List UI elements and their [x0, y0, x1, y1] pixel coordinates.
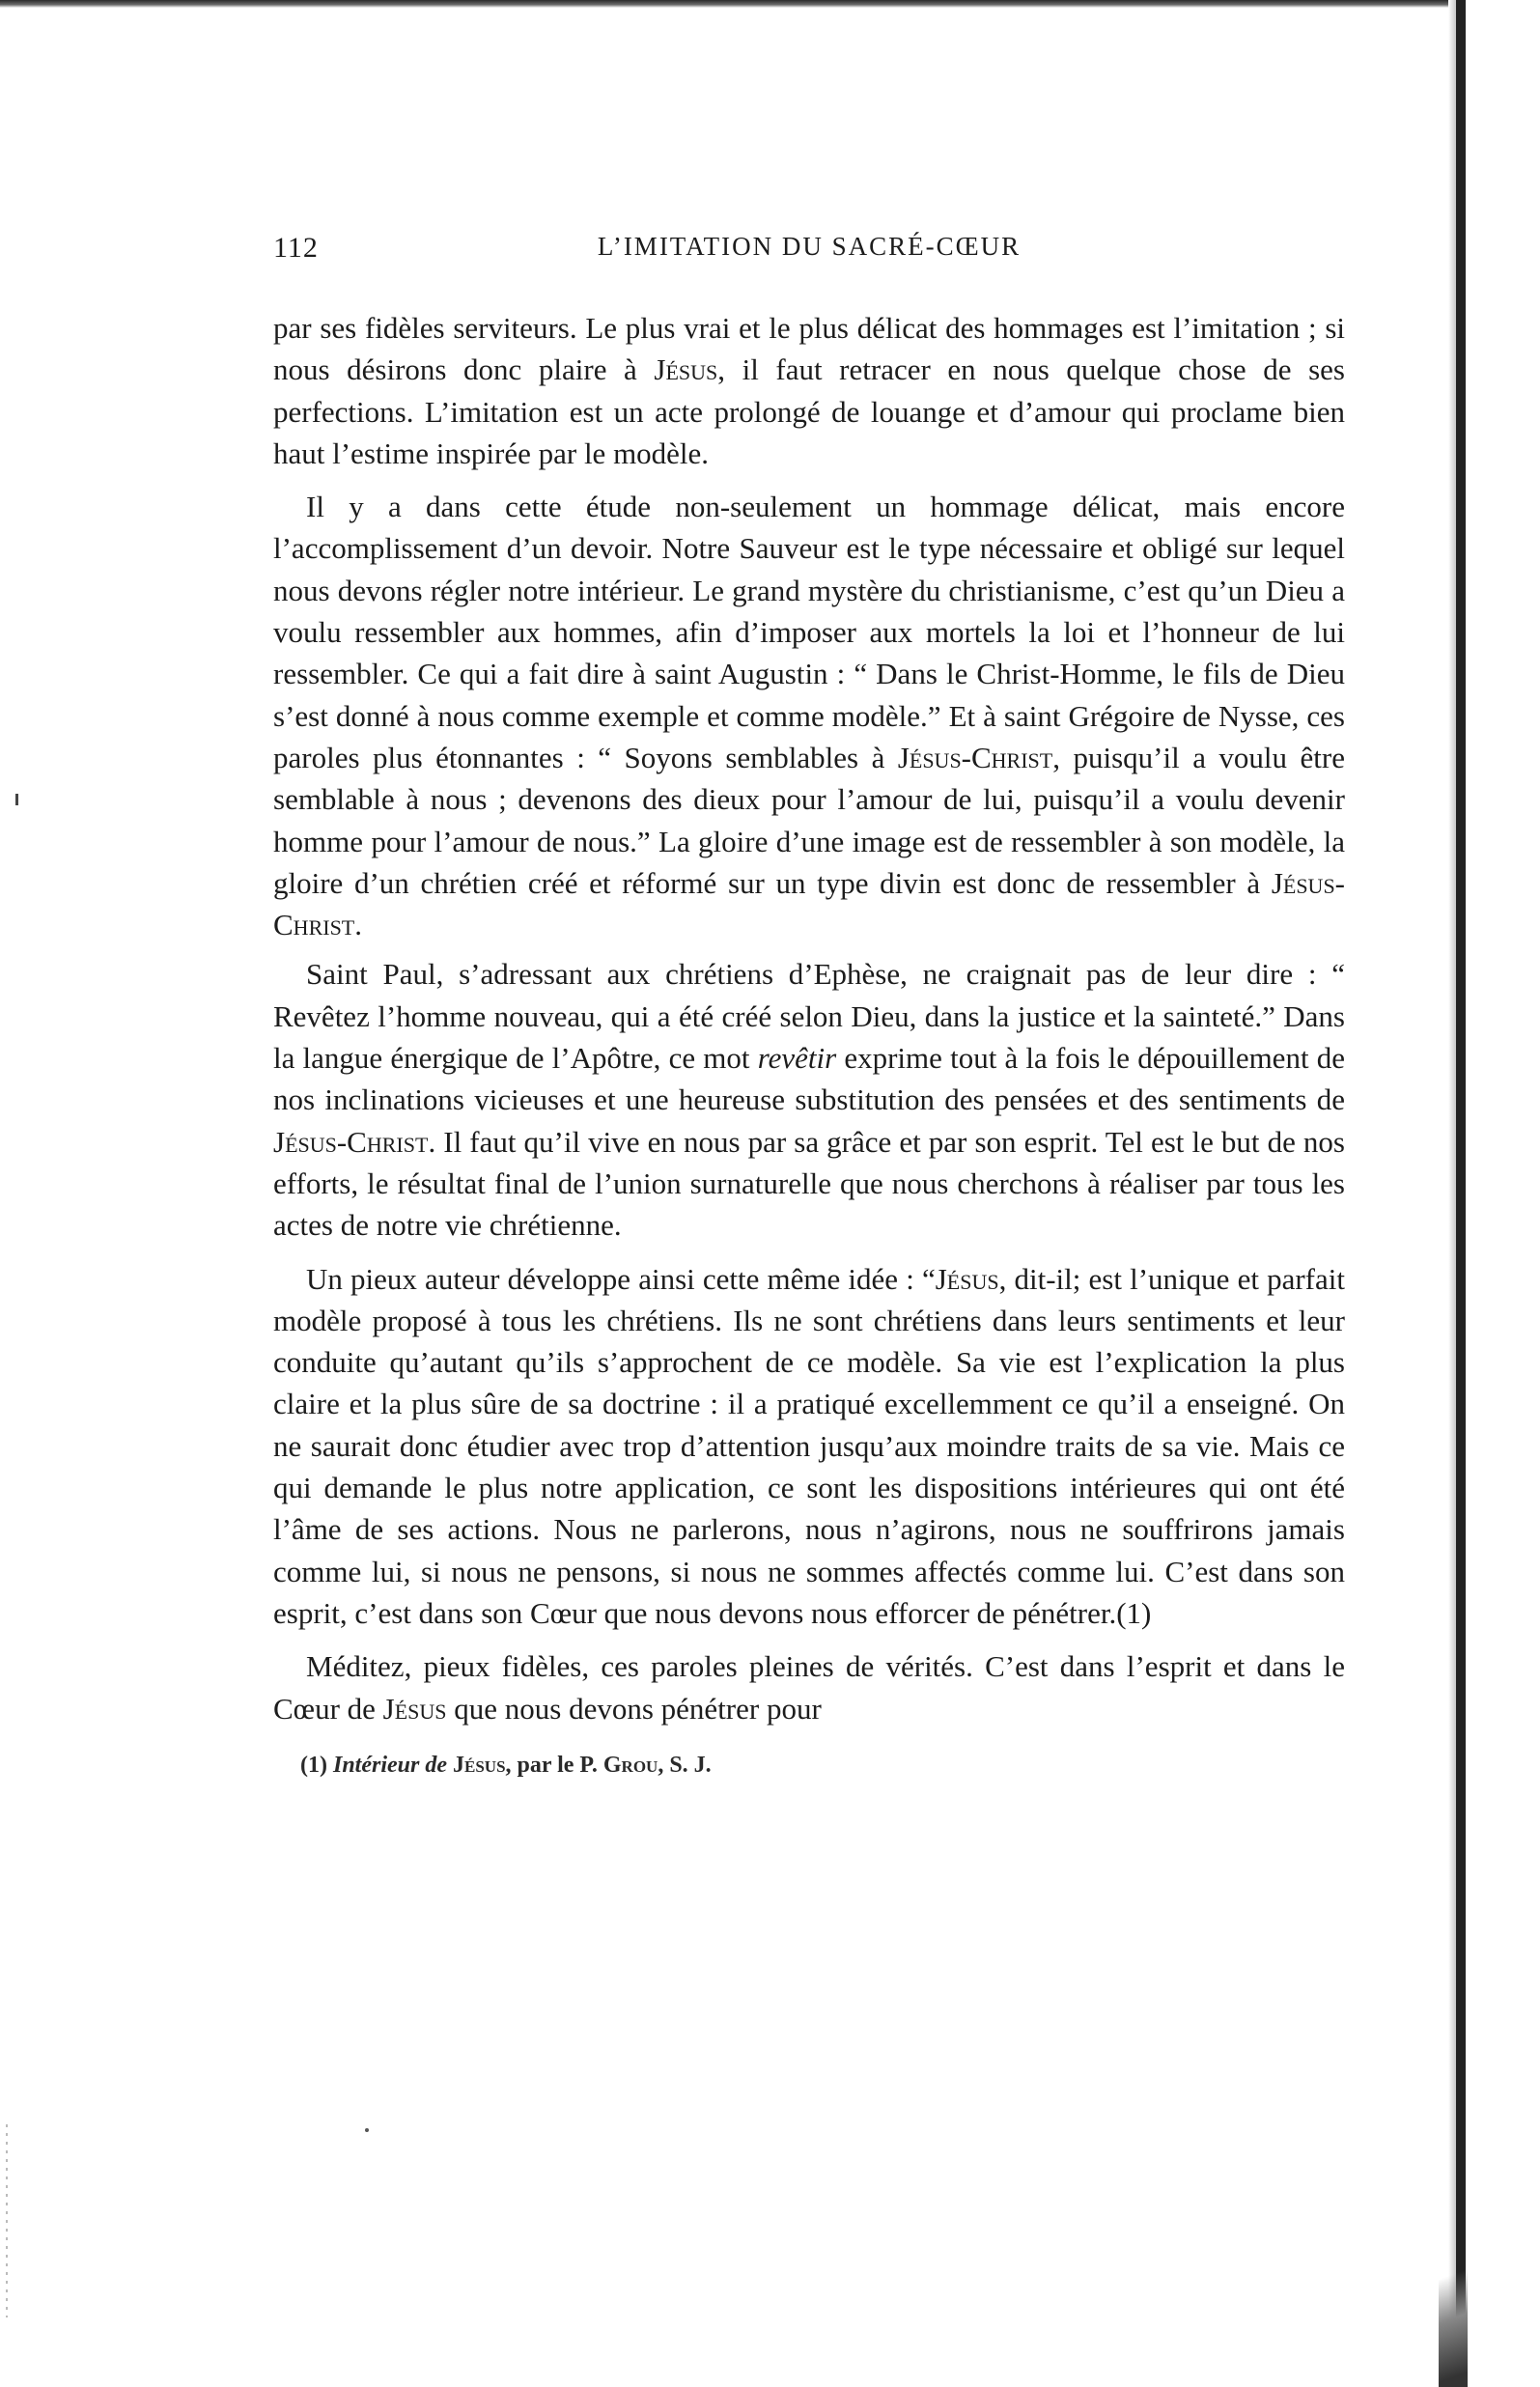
body-text [273, 307, 1345, 1729]
paragraph-4-text-a: Un pieux auteur développe ainsi cette même idée : “ [306, 1261, 936, 1296]
scan-top-edge [0, 0, 1540, 8]
paragraph-5-jesus: Jésus [382, 1691, 447, 1726]
scan-margin-speckle [6, 2124, 8, 2317]
footnote-jesus: Jésus [453, 1752, 506, 1778]
paragraph-3-text-b: exprime tout à la fois le dépouillement de nos inclinations vicieuses et une heureuse substitution des pensées et des sentiments de [273, 1041, 1345, 1117]
scan-margin-mark [15, 794, 18, 805]
footnote-end: , S. J. [658, 1752, 712, 1778]
paragraph-1-text-b: , il faut retracer en nous quelque chose de ses perfections. L’imitation est un acte prolongé de louange et d’amour qui proclame bien haut l’estime inspirée par le modèle. [273, 352, 1345, 470]
paragraph-3-text-c: . Il faut qu’il vive en nous par sa grâce et par son esprit. Tel est le but de nos efforts, le résultat final de l’union surnaturelle que nous cherchons à réaliser par tous les actes de notre vie chrétienne. [273, 1124, 1345, 1243]
paragraph-3-text-a: Saint Paul, s’adressant aux chrétiens d’Ephèse, ne craignait pas de leur dire : “ Revêtez l’homme nouveau, qui a été créé selon Dieu, dans la justice et la sainteté.” Dans la langue énergique de l’Apôtre, ce mot [273, 957, 1345, 1076]
scan-right-edge [1456, 0, 1466, 2387]
paragraph-4 [273, 1258, 1345, 1635]
paragraph-2-jesus-christ-2: Jésus-Christ [273, 865, 1345, 942]
footnote [273, 1749, 1345, 1782]
page-number: 112 [273, 232, 319, 264]
paragraph-2-text-c: . [354, 908, 362, 942]
scan-right-margin [1466, 0, 1540, 2387]
paragraph-3-jesus-christ: Jésus-Christ [273, 1124, 429, 1159]
book-page [273, 232, 1345, 1782]
paragraph-1-text-a: par ses fidèles serviteurs. Le plus vrai et le plus délicat des hommages est l’imitation ; si nous désirons donc plaire à [273, 311, 1345, 387]
paragraph-5-text-a: Méditez, pieux fidèles, ces paroles pleines de vérités. C’est dans l’esprit et dans le Cœur de [273, 1649, 1345, 1726]
footnote-marker: (1) [300, 1752, 333, 1778]
footnote-author: Grou [602, 1752, 658, 1778]
paragraph-1 [273, 307, 1345, 474]
running-head [273, 232, 1345, 278]
footnote-text: , par le P. [505, 1752, 603, 1778]
paragraph-2-jesus-christ-1: Jésus-Christ [897, 740, 1053, 774]
paragraph-2-text-a: Il y a dans cette étude non-seulement un hommage délicat, mais encore l’accomplissement d’un devoir. Notre Sauveur est le type nécessaire et obligé sur lequel nous devons régler notre intérieur. Le grand mystère du christianisme, c’est qu’un Dieu a voulu ressembler aux hommes, afin d’imposer aux mortels la loi et l’honneur de lui ressembler. Ce qui a fait dire à saint Augustin : “ Dans le Christ-Homme, le fils de Dieu s’est donné à nous comme exemple et comme modèle.” Et à saint Grégoire de Nysse, ces paroles plus étonnantes : “ Soyons semblables à [273, 490, 1345, 774]
paragraph-2-text-b: , puisqu’il a voulu être semblable à nous ; devenons des dieux pour l’amour de lui, puisqu’il a voulu devenir homme pour l’amour de nous.” La gloire d’une image est de ressembler à son modèle, la gloire d’un chrétien créé et réformé sur un type divin est donc de ressembler à [273, 740, 1345, 900]
scan-gutter-shadow [1448, 0, 1456, 2387]
paragraph-3 [273, 953, 1345, 1246]
paragraph-1-jesus: Jésus [654, 352, 718, 387]
paragraph-2 [273, 486, 1345, 945]
paragraph-4-text-b: , dit-il; est l’unique et parfait modèle proposé à tous les chrétiens. Ils ne sont chrétiens dans leurs sentiments et leur conduite qu’autant qu’ils s’approchent de ce modèle. Sa vie est l’explication la plus claire et la plus sûre de sa doctrine : il a pratiqué excellemment ce qu’il a enseigné. On ne saurait donc étudier avec trop d’attention jusqu’aux moindre traits de sa vie. Mais ce qui demande le plus notre application, ce sont les dispositions intérieures qui ont été l’âme de ses actions. Nous ne parlerons, nous n’agirons, nous ne souffrirons jamais comme lui, si nous ne pensons, si nous ne sommes affectés comme lui. C’est dans son esprit, c’est dans son Cœur que nous devons nous efforcer de pénétrer.(1) [273, 1261, 1345, 1630]
scan-corner-smudge [1439, 2250, 1468, 2387]
scan-stray-dot [365, 2128, 369, 2132]
footnote-title: Intérieur de [332, 1752, 453, 1778]
paragraph-5-text-b: que nous devons pénétrer pour [446, 1691, 822, 1726]
paragraph-5 [273, 1645, 1345, 1729]
running-title: L’IMITATION DU SACRÉ-CŒUR [597, 232, 1022, 261]
paragraph-3-revetir: revêtir [757, 1041, 837, 1076]
paragraph-4-jesus: Jésus [935, 1261, 999, 1296]
